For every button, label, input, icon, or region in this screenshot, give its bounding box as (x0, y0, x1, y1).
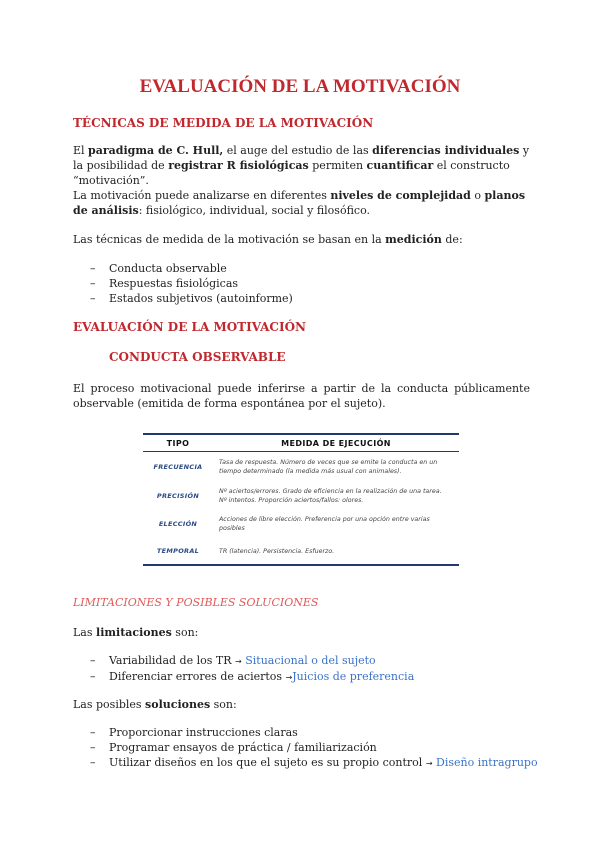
paragraph-medicion: Las técnicas de medida de la motivación se basan en la medición de: (73, 233, 463, 246)
row-medida: Nº aciertos/errores. Grado de eficiencia en la realización de una tarea. Nº intentos. Proporción aciertos/fallos: olores. (219, 488, 442, 504)
limitaciones-heading: LIMITACIONES Y POSIBLES SOLUCIONES (73, 596, 319, 609)
medida-table (143, 433, 459, 566)
row-medida: Tasa de respuesta. Número de veces que se emite la conducta en un tiempo determinado (la medida más usual con animales). (219, 459, 438, 475)
paragraph-niveles: La motivación puede analizarse en diferentes niveles de complejidad o planos de análisis: fisiológico, individual, social y filosófico. (73, 189, 526, 217)
list-item: – Respuestas fisiológicas (90, 276, 293, 291)
link-situacional: Situacional o del sujeto (241, 654, 376, 667)
arrow-icon: → (425, 759, 433, 768)
soluciones-list (90, 725, 538, 771)
row-medida: Acciones de libre elección. Preferencia por una opción entre varias posibles (219, 516, 430, 532)
arrow-icon: → (235, 657, 242, 666)
list-item: – Diferenciar errores de aciertos →Juicios de preferencia (90, 669, 414, 685)
list-item: – Variabilidad de los TR → Situacional o del sujeto (90, 653, 414, 669)
table-row (143, 510, 459, 538)
table-row (143, 452, 459, 482)
arrow-icon: → (285, 673, 293, 682)
limitaciones-list (90, 653, 414, 685)
paragraph-hull: El paradigma de C. Hull, el auge del estudio de las diferencias individuales y la posibilidad de registrar R fisiológicas permiten cuantificar el constructo “motivación”. (73, 144, 530, 187)
limitaciones-intro: Las limitaciones son: (73, 626, 199, 639)
table-header (143, 435, 459, 452)
row-tipo: ELECCIÓN (158, 519, 198, 528)
table-row (143, 538, 459, 564)
list-item: – Programar ensayos de práctica / familiarización (90, 740, 538, 755)
section-heading-evaluacion: EVALUACIÓN DE LA MOTIVACIÓN (73, 320, 306, 334)
soluciones-intro: Las posibles soluciones son: (73, 698, 237, 711)
list-item: – Conducta observable (90, 261, 293, 276)
header-tipo: TIPO (166, 438, 190, 448)
paragraph-proceso-motivacional: El proceso motivacional puede inferirse a partir de la conducta públicamente observable (emitida de forma espontánea por el sujeto). (73, 382, 530, 410)
row-medida: TR (latencia). Persistencia. Esfuerzo. (219, 547, 335, 555)
table-row (143, 482, 459, 510)
link-diseno-intragrupo: Diseño intragrupo (432, 756, 538, 769)
link-juicios: Juicios de preferencia (292, 670, 415, 683)
list-item: – Proporcionar instrucciones claras (90, 725, 538, 740)
subheading-conducta-observable: CONDUCTA OBSERVABLE (109, 350, 286, 364)
section-heading-tecnicas: TÉCNICAS DE MEDIDA DE LA MOTIVACIÓN (73, 116, 374, 130)
list-item: – Estados subjetivos (autoinforme) (90, 291, 293, 306)
row-tipo: TEMPORAL (156, 546, 200, 555)
header-medida: MEDIDA DE EJECUCIÓN (281, 438, 391, 448)
medicion-list (90, 261, 293, 306)
list-item: – Utilizar diseños en los que el sujeto es su propio control → Diseño intragrupo (90, 755, 538, 771)
table-bottom-rule (143, 564, 459, 566)
row-tipo: FRECUENCIA (153, 462, 203, 471)
page-title: EVALUACIÓN DE LA MOTIVACIÓN (139, 76, 461, 97)
row-tipo: PRECISIÓN (156, 491, 200, 500)
